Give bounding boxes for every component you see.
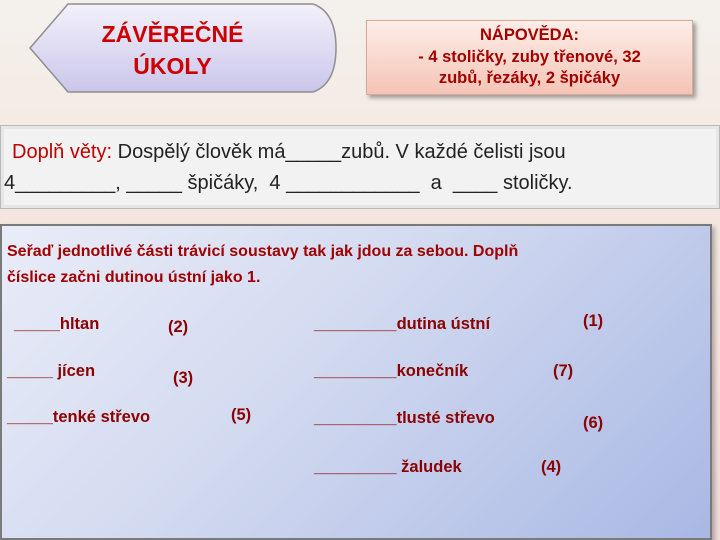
item-dutina-ustni: _________dutina ústní bbox=[314, 315, 491, 333]
task-instructions bbox=[7, 239, 657, 291]
hint-body bbox=[367, 47, 692, 89]
item-jicen: _____ jícen bbox=[7, 362, 96, 380]
number-2: (2) bbox=[168, 318, 189, 336]
number-4: (4) bbox=[541, 458, 562, 476]
task-line-2: číslice začni dutinou ústní jako 1. bbox=[7, 269, 261, 286]
fill-sentence-line-1-text: Dospělý člověk má_____zubů. V každé čelisti jsou bbox=[112, 141, 566, 163]
number-5: (5) bbox=[231, 406, 252, 424]
hint-box bbox=[366, 20, 693, 95]
item-tluste-strevo: _________tlusté střevo bbox=[314, 409, 495, 427]
item-hltan: _____hltan bbox=[14, 315, 100, 333]
title-line-2: ÚKOLY bbox=[133, 53, 212, 79]
fill-sentence-lead: Doplň věty: bbox=[12, 141, 113, 163]
hint-heading: NÁPOVĚDA: bbox=[479, 26, 579, 44]
fill-sentence-box bbox=[0, 125, 720, 209]
item-zaludek: _________ žaludek bbox=[314, 458, 462, 476]
hint-line-1: - 4 stoličky, zuby třenové, 32 bbox=[418, 48, 641, 66]
hint-line-2: zubů, řezáky, 2 špičáky bbox=[438, 69, 621, 87]
item-tenke-strevo: _____tenké střevo bbox=[7, 408, 151, 426]
fill-sentence-line-1 bbox=[12, 141, 566, 164]
number-7: (7) bbox=[553, 362, 574, 380]
fill-sentence-line-2: 4_________, _____ špičáky, 4 ____________ a ____ stoličky. bbox=[4, 172, 573, 194]
task-line-1: Seřaď jednotlivé části trávicí soustavy tak jak jdou za sebou. Doplň bbox=[7, 243, 519, 260]
number-3: (3) bbox=[173, 369, 194, 387]
number-6: (6) bbox=[583, 414, 604, 432]
title-line-1: ZÁVĚREČNÉ bbox=[101, 21, 244, 47]
page-title bbox=[50, 18, 295, 82]
number-1: (1) bbox=[583, 312, 604, 330]
item-konecnik: _________konečník bbox=[314, 362, 469, 380]
